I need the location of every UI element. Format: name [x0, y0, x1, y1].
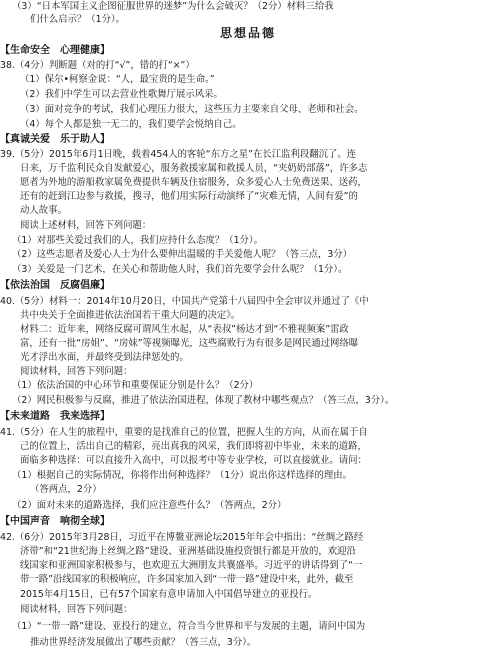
q40-line: 阅读材料，回答下列问题：: [20, 366, 133, 377]
q39-line: 愿者为外地的游船救家属免费提供车辆及住宿服务，众多爱心人士免费送果、送药，: [20, 177, 367, 188]
q3-line-1: （3）“日本军国主义企图征服世界的迷梦”为什么会破灭？（2分）材料三给我: [12, 1, 334, 12]
q39-sub: （3）关爱是一门艺术，在关心和帮助他人时，我们首先要学会什么呢？（1分）。: [12, 264, 348, 275]
section-heading: 【生命安全 心理健康】: [0, 45, 110, 56]
q42-sub: （1）“一带一路”建设、亚投行的建立，符合当今世界和平与发展的主题，请问中国为: [12, 621, 366, 632]
q40-line: 共中央关于全面推进依法治国若干重大问题的决定》。: [20, 310, 241, 321]
q41-line: 己的位置上，活出自己的精彩，亮出真我的风采，我们即将初中毕业，未来的道路，: [20, 441, 367, 452]
q39-line: 还有的赶到江边参与救援，搜寻，他们用实际行动演绎了“灾难无情，人间有爱”的: [20, 191, 358, 202]
q39-line: 阅读上述材料，回答下列问题：: [20, 220, 152, 231]
section-heading: 【未来道路 我来选择】: [0, 411, 110, 422]
q39-sub: （1）对那些关爱过我们的人，我们应持什么态度？（1分）。: [12, 235, 263, 246]
q40-sub: （1）依法治国的中心环节和重要保证分别是什么？（2分）: [12, 380, 259, 391]
q39-line: 39.（5分）2015年6月1日晚，载着454人的客轮“东方之星”在长江监利段翻沉了。连: [0, 149, 357, 160]
q38-item: （2）我们中学生可以去营业性歌舞厅展示风采。: [20, 89, 223, 100]
q41-line: （答两点，2分）: [30, 484, 102, 495]
q42-sub: 推动世界经济发展做出了哪些贡献？（答三点，3分）。: [30, 637, 257, 648]
q39-line: 日来，万千监利民众自发献爱心，服务救援家属和救援人员，“夹奶奶部落”，许多志: [20, 163, 368, 174]
q38-item: （1）保尔•柯察金说：“人，最宝贵的是生命。”: [20, 74, 215, 85]
q41-sub: （2）面对未来的道路选择，我们应注意些什么？（答两点，2分）: [12, 500, 287, 511]
q42-line: 带一路”沿线国家的积极响应，许多国家加入到“一带一路”建设中来，此外，截至: [20, 574, 354, 585]
q41-line: （1）根据自己的实际情况，你将作出何种选择？（1分）说出你这样选择的理由。: [12, 470, 353, 481]
section-heading: 【真诚关爱 乐于助人】: [0, 134, 110, 145]
q40-sub: （2）网民积极参与反腐，推进了依法治国进程，体现了教材中哪些观点？（答三点，3分）。: [12, 395, 395, 406]
q40-line: 光才浮出水面，并最终受到法律惩处的。: [20, 352, 189, 363]
q38-item: （4）每个人都是独一无二的，我们要学会悦纳自己。: [20, 119, 242, 130]
section-heading: 【中国声音 响彻全球】: [0, 516, 110, 527]
q42-line: 2015年4月15日，已有57个国家有意申请加入中国倡导建立的亚投行。: [20, 589, 318, 600]
section-heading: 【依法治国 反腐倡廉】: [0, 280, 110, 291]
q42-line: 阅读材料，回答下列问题：: [20, 604, 133, 615]
q41-line: 面临多种选择：可以直接升入高中，可以报考中等专业学校，可以直接就业。请问：: [20, 455, 367, 466]
q40-line: 40.（5分）材料一：2014年10月20日，中国共产党第十八届四中全会审议并通过了《中: [0, 296, 369, 307]
q42-line: 济带”和“21世纪海上丝绸之路”建设、亚洲基础设施投资银行都是开放的，欢迎沿: [20, 546, 356, 557]
q40-line: 富，还有一批“房姐”、“房妹”等视频曝光，这些腐败行为有很多是网民通过网络曝: [20, 338, 359, 349]
q39-sub: （2）这些志愿者及爱心人士为什么要伸出温暖的手关爱他人呢？（答三点，3分）: [12, 249, 353, 260]
q3-line-2: 们什么启示？（1分）。: [30, 14, 126, 25]
q39-line: 动人故事。: [20, 205, 67, 216]
q38-stem: 38.（4分）判断题（对的打“√”，错的打“×”）: [0, 60, 195, 71]
q38-item: （3）面对竞争的考试，我们心理压力很大，这些压力主要来自父母、老师和社会。: [20, 104, 364, 115]
q42-line: 42.（6分）2015年3月28日，习近平在博鳌亚洲论坛2015年年会中指出：“丝绸之路经: [0, 532, 364, 543]
q41-line: 41.（5分）在人生的旅程中，重要的是找准自己的位置，把握人生的方向，从而在属于自: [0, 427, 368, 438]
q40-line: 材料二：近年来，网络反腐可谓风生水起，从“表叔”杨达才到“不雅视频案”雷政: [20, 324, 349, 335]
subject-title: 思想品德: [219, 27, 276, 40]
q42-line: 线国家和亚洲国家积极参与，也欢迎五大洲朋友共襄盛举。习近平的讲话得到了“一: [20, 560, 363, 571]
